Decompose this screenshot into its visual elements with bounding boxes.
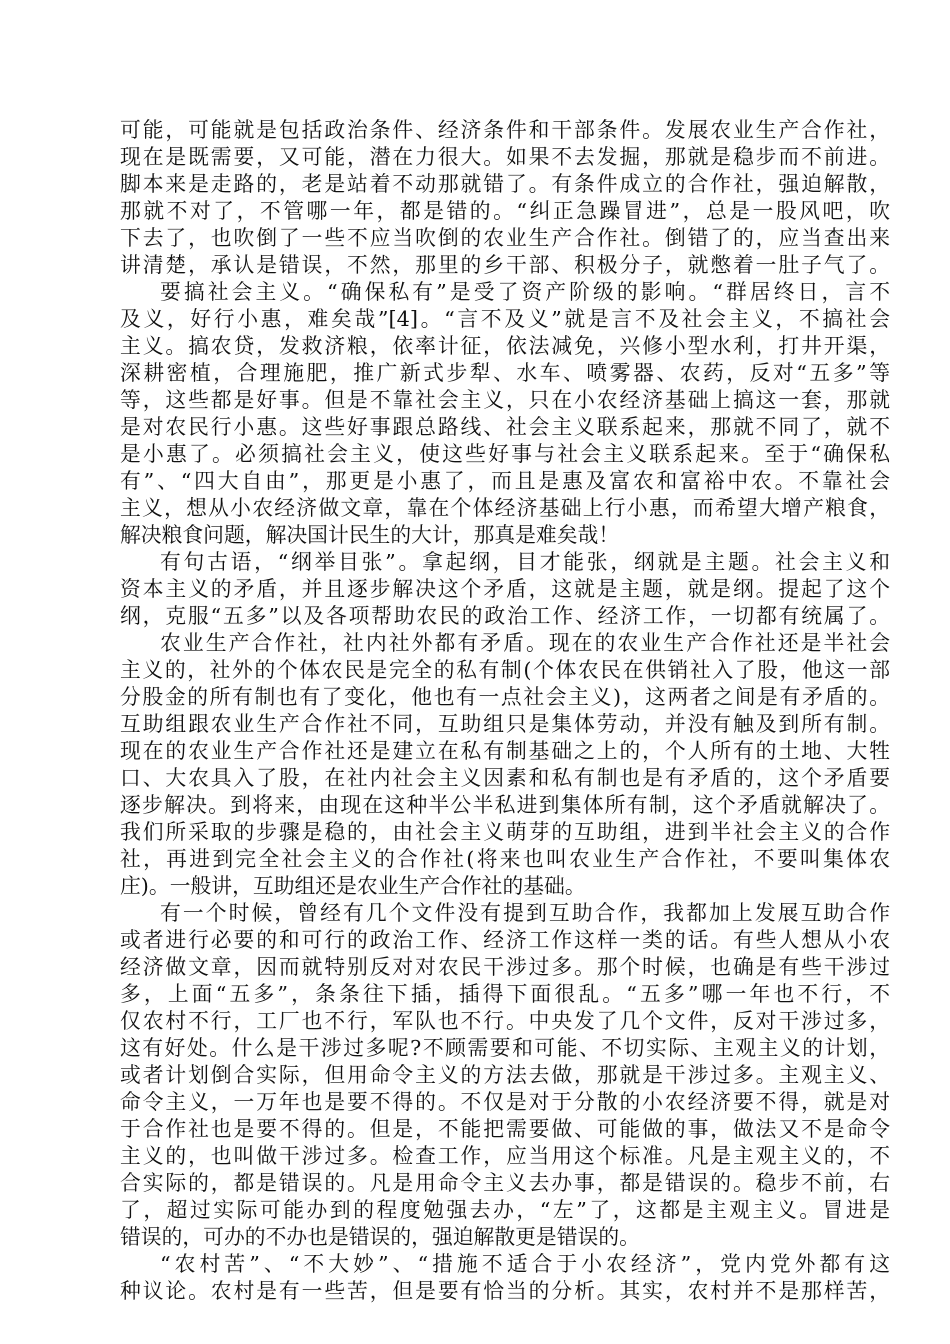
text-line: 解决粮食问题，解决国计民生的大计，那真是难矣哉！ [120, 523, 620, 547]
text-line: 多，上面“五多”，条条往下插，插得下面很乱。“五多”哪一年也不行，不 [120, 982, 890, 1006]
text-line: 有句古语，“纲举目张”。拿起纲，目才能张，纲就是主题。社会主义和 [160, 550, 890, 574]
text-line: 等，这些都是好事。但是不靠社会主义，只在小农经济基础上搞这一套，那就 [120, 388, 890, 412]
text-line: 经济做文章，因而就特别反对对农民干涉过多。那个时候，也确是有些干涉过 [120, 955, 890, 979]
text-line: 及义，好行小惠，难矣哉”[4]。“言不及义”就是言不及社会主义，不搞社会 [120, 307, 890, 331]
text-line: 命令主义，一万年也是要不得的。不仅是对于分散的小农经济要不得，就是对 [120, 1090, 890, 1114]
text-line: 分股金的所有制也有了变化，他也有一点社会主义)，这两者之间是有矛盾的。 [120, 685, 890, 709]
text-line: 资本主义的矛盾，并且逐步解决这个矛盾，这就是主题，就是纲。提起了这个 [120, 577, 890, 601]
text-line: 我们所采取的步骤是稳的，由社会主义萌芽的互助组，进到半社会主义的合作 [120, 820, 890, 844]
document-body [120, 117, 890, 1305]
text-line: 庄)。一般讲，互助组还是农业生产合作社的基础。 [120, 874, 586, 898]
text-line: 这有好处。什么是干涉过多呢?不顾需要和可能、不切实际、主观主义的计划， [120, 1036, 890, 1060]
text-line: 或者计划倒合实际，但用命令主义的方法去做，那就是干涉过多。主观主义、 [120, 1063, 890, 1087]
text-line: 要搞社会主义。“确保私有”是受了资产阶级的影响。“群居终日，言不 [160, 280, 890, 304]
text-line: 主义的，社外的个体农民是完全的私有制(个体农民在供销社入了股，他这一部 [120, 658, 890, 682]
text-line: 纲，克服“五多”以及各项帮助农民的政治工作、经济工作，一切都有统属了。 [120, 604, 890, 628]
text-line: 有”、“四大自由”，那更是小惠了，而且是惠及富农和富裕中农。不靠社会 [120, 469, 890, 493]
text-line: 互助组跟农业生产合作社不同，互助组只是集体劳动，并没有触及到所有制。 [120, 712, 890, 736]
text-line: 有一个时候，曾经有几个文件没有提到互助合作，我都加上发展互助合作 [160, 901, 890, 925]
text-line: 社，再进到完全社会主义的合作社(将来也叫农业生产合作社，不要叫集体农 [120, 847, 890, 871]
text-line: 是小惠了。必须搞社会主义，使这些好事与社会主义联系起来。至于“确保私 [120, 442, 890, 466]
text-line: 是对农民行小惠。这些好事跟总路线、社会主义联系起来，那就不同了，就不 [120, 415, 890, 439]
text-line: 农业生产合作社，社内社外都有矛盾。现在的农业生产合作社还是半社会 [160, 631, 890, 655]
text-line: 主义的，也叫做干涉过多。检查工作，应当用这个标准。凡是主观主义的，不 [120, 1144, 890, 1168]
text-line: 口、大农具入了股，在社内社会主义因素和私有制也是有矛盾的，这个矛盾要 [120, 766, 890, 790]
text-line: 于合作社也是要不得的。但是，不能把需要做、可能做的事，做法又不是命令 [120, 1117, 890, 1141]
text-line: 下去了，也吹倒了一些不应当吹倒的农业生产合作社。倒错了的，应当查出来 [120, 226, 890, 250]
text-line: 现在的农业生产合作社还是建立在私有制基础之上的，个人所有的土地、大牲 [120, 739, 890, 763]
text-line: 逐步解决。到将来，由现在这种半公半私进到集体所有制，这个矛盾就解决了。 [120, 793, 890, 817]
text-line: 主义，想从小农经济做文章，靠在个体经济基础上行小惠，而希望大增产粮食， [120, 496, 890, 520]
text-line: 合实际的，都是错误的。凡是用命令主义去办事，都是错误的。稳步不前，右 [120, 1171, 890, 1195]
text-line: 了，超过实际可能办到的程度勉强去办，“左”了，这都是主观主义。冒进是 [120, 1198, 890, 1222]
text-line: 讲清楚，承认是错误，不然，那里的乡干部、积极分子，就憋着一肚子气了。 [120, 253, 890, 277]
text-line: 现在是既需要，又可能，潜在力很大。如果不去发掘，那就是稳步而不前进。 [120, 145, 890, 169]
text-line: 脚本来是走路的，老是站着不动那就错了。有条件成立的合作社，强迫解散， [120, 172, 890, 196]
text-line: “农村苦”、“不大妙”、“措施不适合于小农经济”，党内党外都有这 [160, 1252, 890, 1276]
text-line: 深耕密植，合理施肥，推广新式步犁、水车、喷雾器、农药，反对“五多”等 [120, 361, 890, 385]
text-line: 错误的，可办的不办也是错误的，强迫解散更是错误的。 [120, 1225, 640, 1249]
text-line: 种议论。农村是有一些苦，但是要有恰当的分析。其实，农村并不是那样苦， [120, 1279, 890, 1303]
text-line: 可能，可能就是包括政治条件、经济条件和干部条件。发展农业生产合作社， [120, 118, 890, 142]
text-line: 主义。搞农贷，发救济粮，依率计征，依法减免，兴修小型水利，打井开渠， [120, 334, 890, 358]
text-line: 或者进行必要的和可行的政治工作、经济工作这样一类的话。有些人想从小农 [120, 928, 890, 952]
text-line: 那就不对了，不管哪一年，都是错的。“纠正急躁冒进”，总是一股风吧，吹 [120, 199, 890, 223]
text-line: 仅农村不行，工厂也不行，军队也不行。中央发了几个文件，反对干涉过多， [120, 1009, 890, 1033]
